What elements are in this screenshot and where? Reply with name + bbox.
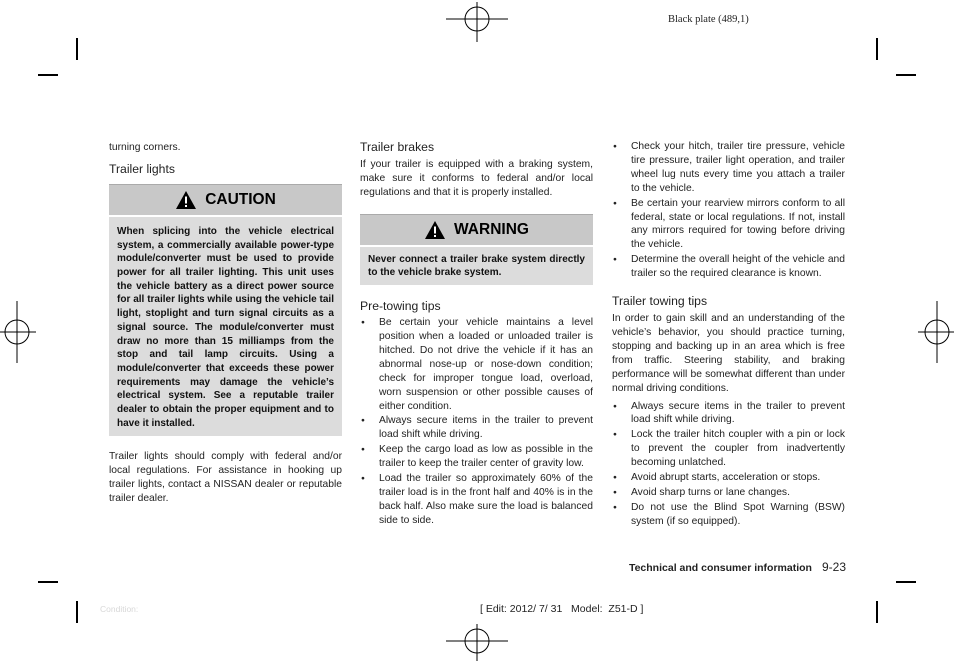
list-item: ● Be certain your rearview mirrors conform to all federal, state or local regulations. If not, install any mirrors required for towing before driving the vehicle. (612, 197, 845, 253)
list-item: ● Always secure items in the trailer to prevent load shift while driving. (360, 414, 593, 442)
checks-list (612, 140, 845, 281)
caution-header (109, 184, 342, 215)
trailer-brakes-paragraph: If your trailer is equipped with a braking system, make sure it conforms to federal and/or local regulations and that it is properly installed. (360, 159, 593, 198)
heading-pre-towing-tips: Pre-towing tips (360, 299, 441, 314)
list-item: ● Lock the trailer hitch coupler with a pin or lock to prevent the coupler from inadvertently becoming unlatched. (612, 428, 845, 470)
crop-mark (38, 581, 58, 583)
plate-label: Black plate (489,1) (668, 14, 749, 25)
caution-box (109, 184, 342, 437)
crop-mark (896, 74, 916, 76)
warning-label: WARNING (454, 220, 529, 238)
crop-mark (38, 74, 58, 76)
list-item: ● Keep the cargo load as low as possible in the trailer to keep the trailer center of gravity low. (360, 443, 593, 471)
crop-mark (876, 38, 878, 60)
trailer-lights-paragraph: Trailer lights should comply with federal and/or local regulations. For assistance in hooking up trailer lights, contact a NISSAN dealer or reputable trailer dealer. (109, 451, 342, 505)
column-left (109, 141, 342, 506)
registration-mark-left-icon (0, 301, 36, 363)
list-item: ● Be certain your vehicle maintains a level position when a loaded or unloaded trailer is hitched. Do not drive the vehicle if it has an abnormal nose-up or nose-down condition; check for improper tongue load, overload, worn suspension or other possible causes of either condition. (360, 316, 593, 413)
list-item: ● Avoid abrupt starts, acceleration or stops. (612, 471, 845, 485)
edit-info: [ Edit: 2012/ 7/ 31 Model: Z51-D ] (480, 603, 644, 615)
page-number: 9-23 (821, 560, 846, 574)
list-item: ● Avoid sharp turns or lane changes. (612, 486, 845, 500)
registration-mark-right-icon (918, 301, 954, 363)
column-right (612, 140, 845, 530)
warning-triangle-icon (175, 190, 197, 210)
crop-mark (876, 601, 878, 623)
caution-text: When splicing into the vehicle electrical system, a commercially available power-type module/converter must be used to provide power for all trailer lighting. This unit uses the vehicle battery as a direct power source for all trailer lights while using the vehicle tail light, stoplight and turn signal circuits as a signal source. The module/converter must draw no more than 15 milliamps from the stop and tail lamp circuits. Using a module/converter that exceeds these power requirements may damage the vehicle’s electrical system. See a reputable trailer dealer to obtain the proper equipment and to have it installed. (109, 217, 342, 437)
trailer-towing-paragraph: In order to gain skill and an understanding of the vehicle’s behavior, you should practice turning, stopping and backing up in an area which is free from traffic. Steering stability, and braking performance will be somewhat different than under normal driving conditions. (612, 313, 845, 394)
heading-trailer-towing-tips: Trailer towing tips (612, 294, 708, 309)
heading-trailer-lights: Trailer lights (109, 161, 175, 176)
pre-towing-list (360, 316, 593, 528)
section-name: Technical and consumer information (628, 562, 812, 574)
caution-label: CAUTION (205, 190, 276, 208)
heading-trailer-brakes: Trailer brakes (360, 140, 435, 154)
condition-label: Condition: (100, 604, 139, 614)
crop-mark (896, 581, 916, 583)
column-middle (360, 140, 593, 529)
list-item: ● Load the trailer so approximately 60% of the trailer load is in the front half and 40% is in the back half. Also make sure the load is balanced side to side. (360, 472, 593, 528)
list-item: ● Determine the overall height of the vehicle and trailer so the required clearance is known. (612, 253, 845, 281)
warning-header (360, 214, 593, 245)
crop-mark (76, 601, 78, 623)
section-footer (629, 560, 846, 574)
registration-mark-top-icon (446, 2, 508, 42)
warning-text: Never connect a trailer brake system directly to the vehicle brake system. (360, 247, 593, 285)
crop-mark (76, 38, 78, 60)
warning-box (360, 214, 593, 285)
registration-mark-bottom-icon (446, 624, 508, 661)
list-item: ● Check your hitch, trailer tire pressure, vehicle tire pressure, trailer light operation, and trailer wheel lug nuts every time you attach a trailer to the vehicle. (612, 140, 845, 196)
towing-tips-list (612, 400, 845, 529)
continued-text: turning corners. (109, 142, 181, 153)
list-item: ● Always secure items in the trailer to prevent load shift while driving. (612, 400, 845, 428)
list-item: ● Do not use the Blind Spot Warning (BSW) system (if so equipped). (612, 501, 845, 529)
warning-triangle-icon (424, 220, 446, 240)
